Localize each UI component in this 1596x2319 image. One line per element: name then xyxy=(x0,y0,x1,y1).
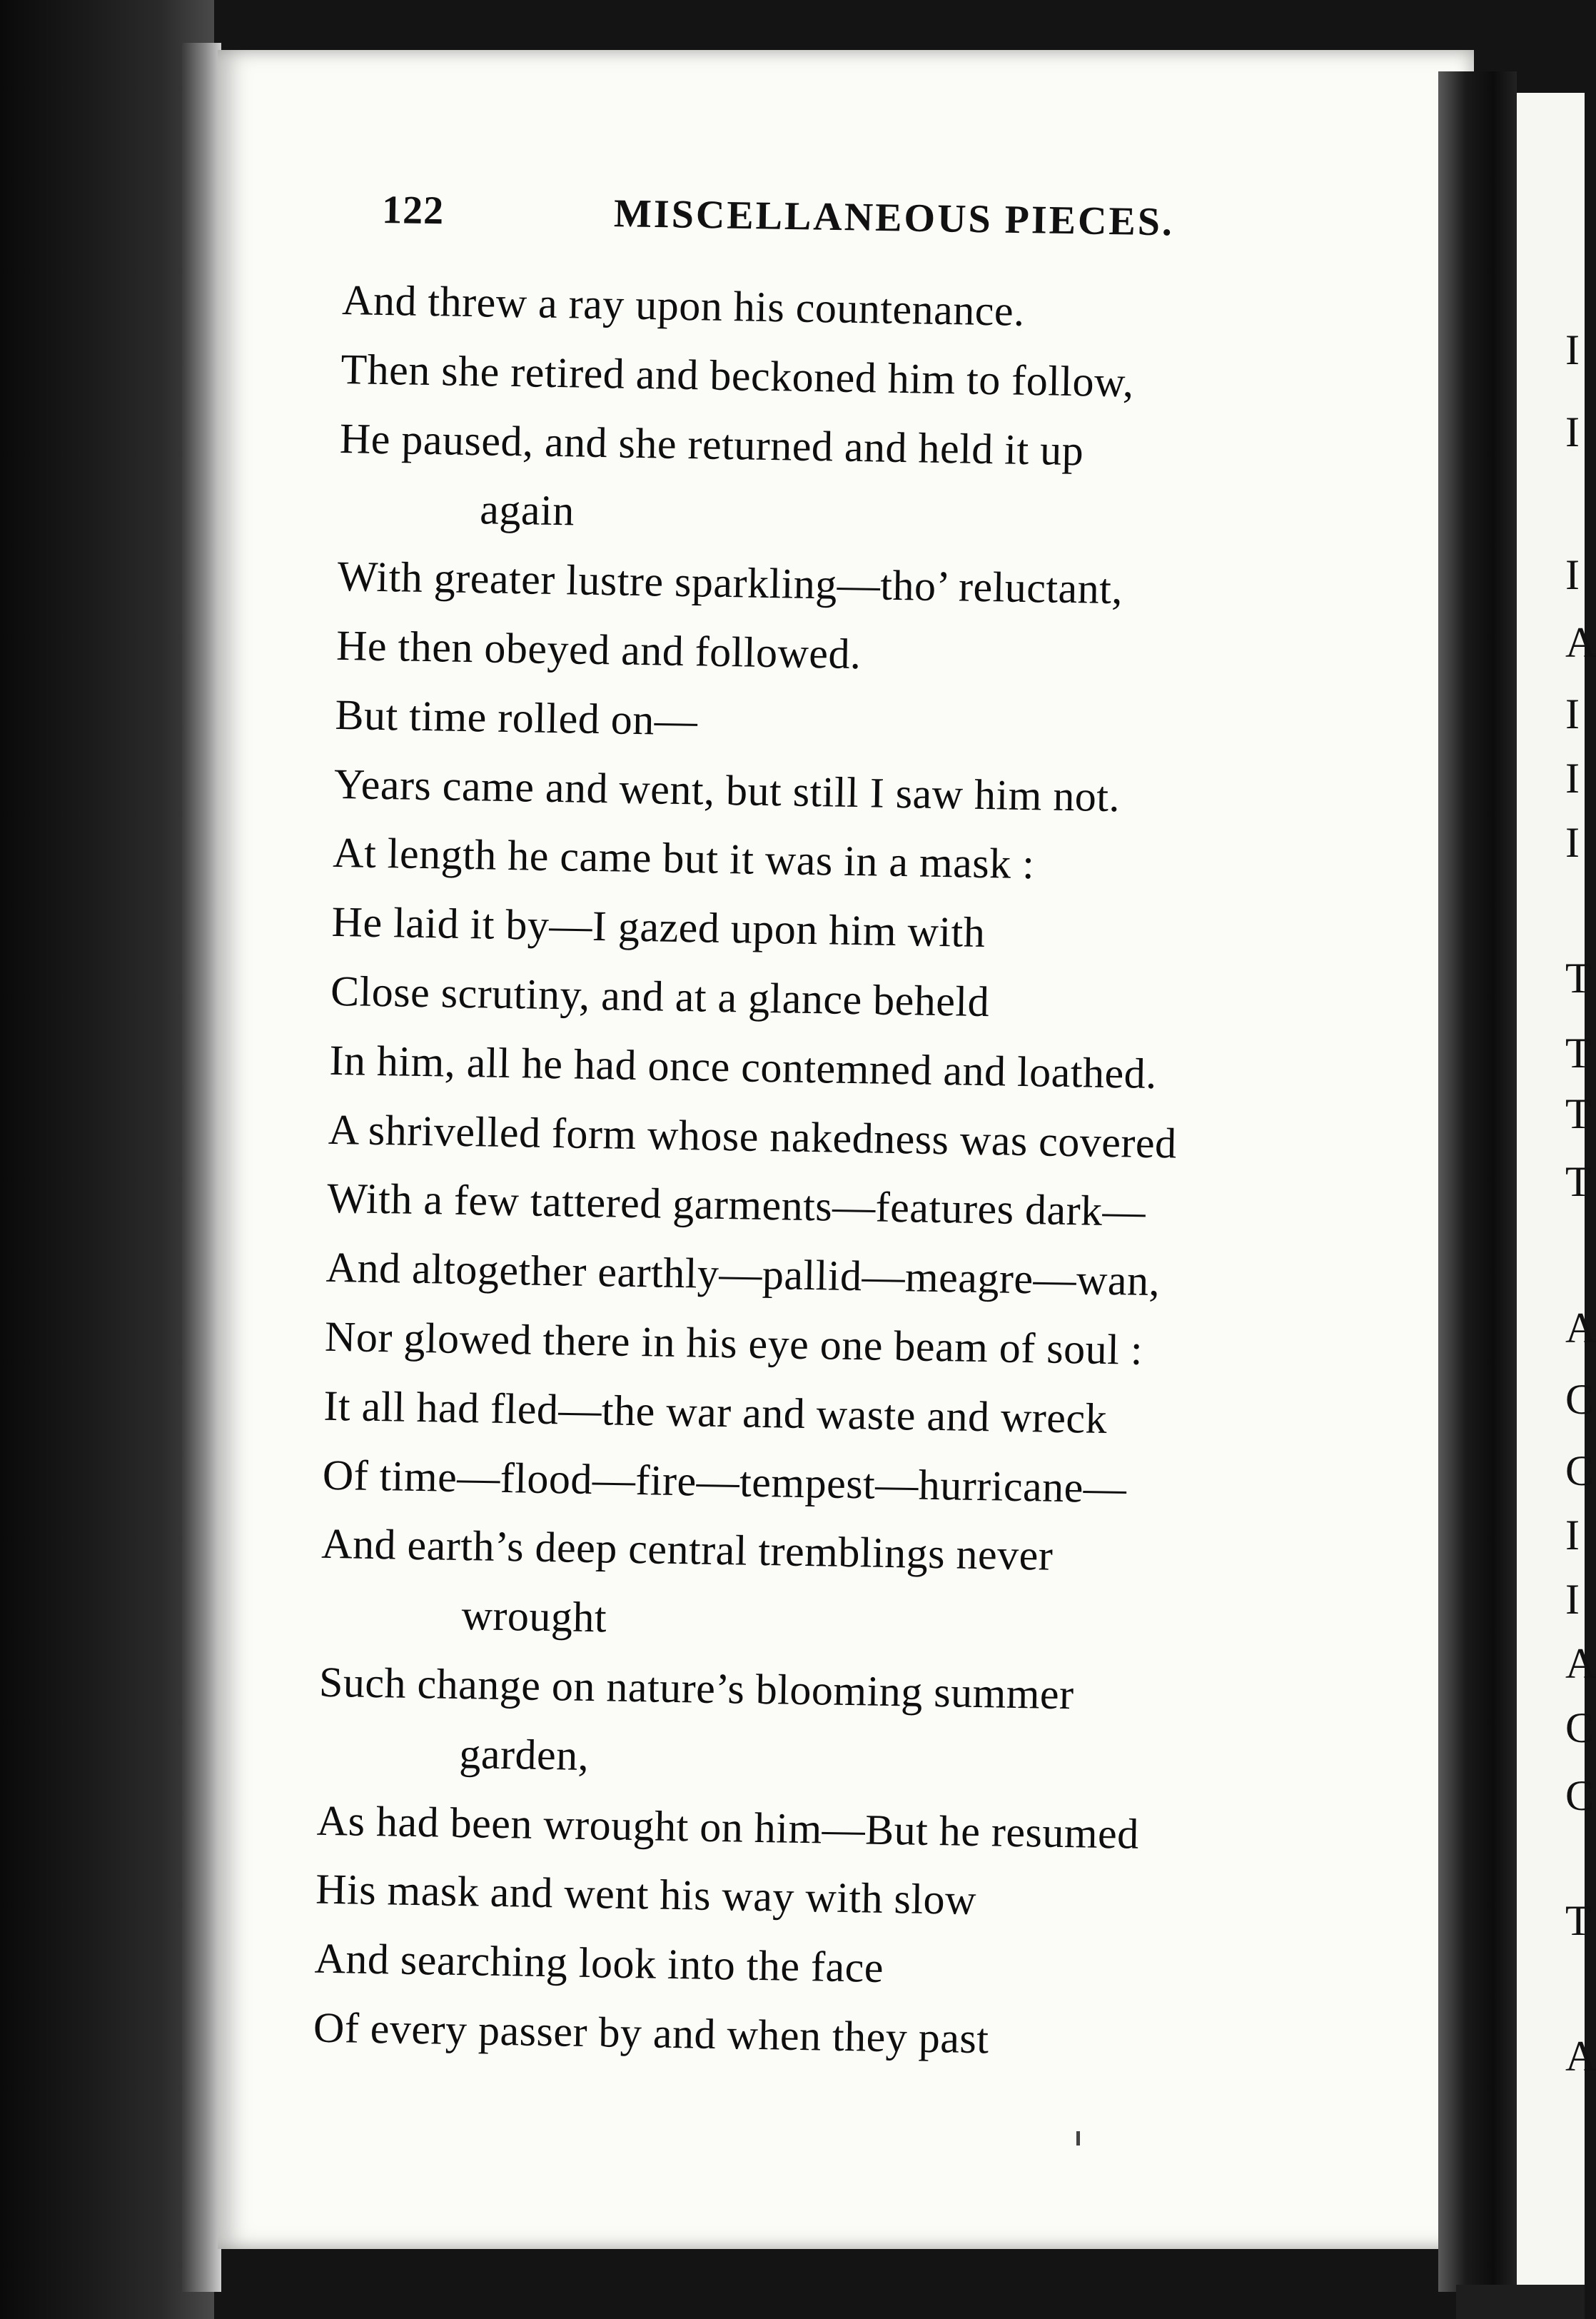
facing-page-letter: T xyxy=(1565,1030,1592,1077)
text-line: again xyxy=(479,486,575,535)
text-line: And searching look into the face xyxy=(314,1934,884,1992)
text-line: In him, all he had once contemned and loathed. xyxy=(329,1036,1158,1097)
text-line: wrought xyxy=(461,1591,607,1641)
text-line: As had been wrought on him—But he resumed xyxy=(316,1796,1140,1858)
text-line: And threw a ray upon his countenance. xyxy=(341,276,1026,335)
book-spine-shadow xyxy=(1438,71,1517,2292)
facing-page-letter: A xyxy=(1565,619,1596,666)
facing-page-letter: I xyxy=(1565,1511,1580,1559)
page-number: 122 xyxy=(381,188,445,233)
running-title: MISCELLANEOUS PIECES. xyxy=(613,191,1175,245)
text-line: He laid it by—I gazed upon him with xyxy=(331,898,986,957)
text-line: At length he came but it was in a mask : xyxy=(332,829,1035,888)
facing-page-letter: I xyxy=(1565,551,1580,598)
facing-page-letter: A xyxy=(1565,2033,1596,2080)
text-line: garden, xyxy=(458,1729,590,1779)
facing-page-letter: C xyxy=(1565,1447,1595,1494)
text-line: And earth’s deep central tremblings never xyxy=(320,1520,1054,1580)
text-line: Years came and went, but still I saw him not. xyxy=(333,760,1121,820)
page-gutter xyxy=(182,43,221,2292)
text-line: He then obeyed and followed. xyxy=(335,621,862,678)
facing-page-letter: T xyxy=(1565,1897,1592,1944)
poem-text xyxy=(313,266,1435,2081)
text-line: He paused, and she returned and held it up xyxy=(339,414,1084,474)
text-line: And altogether earthly—pallid—meagre—wan, xyxy=(325,1243,1161,1305)
text-line: Of time—flood—fire—tempest—hurricane— xyxy=(322,1451,1127,1511)
text-line: But time rolled on— xyxy=(335,690,698,745)
text-line: Close scrutiny, and at a glance beheld xyxy=(330,967,990,1026)
text-line: With greater lustre sparkling—tho’ reluctant, xyxy=(337,553,1123,613)
text-line: Then she retired and beckoned him to follow, xyxy=(340,345,1135,406)
text-line: His mask and went his way with slow xyxy=(315,1866,977,1924)
facing-page-letter: I xyxy=(1565,755,1580,802)
facing-page-letter: T xyxy=(1565,955,1592,1002)
facing-page-letter: I xyxy=(1565,690,1580,738)
text-line: Of every passer by and when they past xyxy=(313,2003,990,2063)
facing-page-letter: I xyxy=(1565,408,1580,456)
text-line: A shrivelled form whose nakedness was covered xyxy=(328,1105,1178,1167)
facing-page-letter: T xyxy=(1565,1158,1592,1205)
bottom-edge-shadow xyxy=(1456,2285,1585,2319)
ink-speck xyxy=(1076,2131,1080,2146)
facing-page-letter: A xyxy=(1565,1640,1596,1687)
facing-page-letter: I xyxy=(1565,326,1580,373)
facing-page-letter: I xyxy=(1565,1576,1580,1623)
facing-page-letter: T xyxy=(1565,1090,1592,1137)
text-line: It all had fled—the war and waste and wreck xyxy=(323,1382,1108,1442)
text-line: Nor glowed there in his eye one beam of soul : xyxy=(324,1312,1143,1374)
facing-page-letter: I xyxy=(1565,819,1580,866)
facing-page-letter: C xyxy=(1565,1704,1595,1751)
text-line: Such change on nature’s blooming summer xyxy=(318,1658,1075,1719)
facing-page-letter: A xyxy=(1565,1304,1596,1352)
facing-page-letter: C xyxy=(1565,1772,1595,1819)
facing-page-letter: C xyxy=(1565,1376,1595,1423)
text-line: With a few tattered garments—features dark— xyxy=(326,1174,1146,1236)
